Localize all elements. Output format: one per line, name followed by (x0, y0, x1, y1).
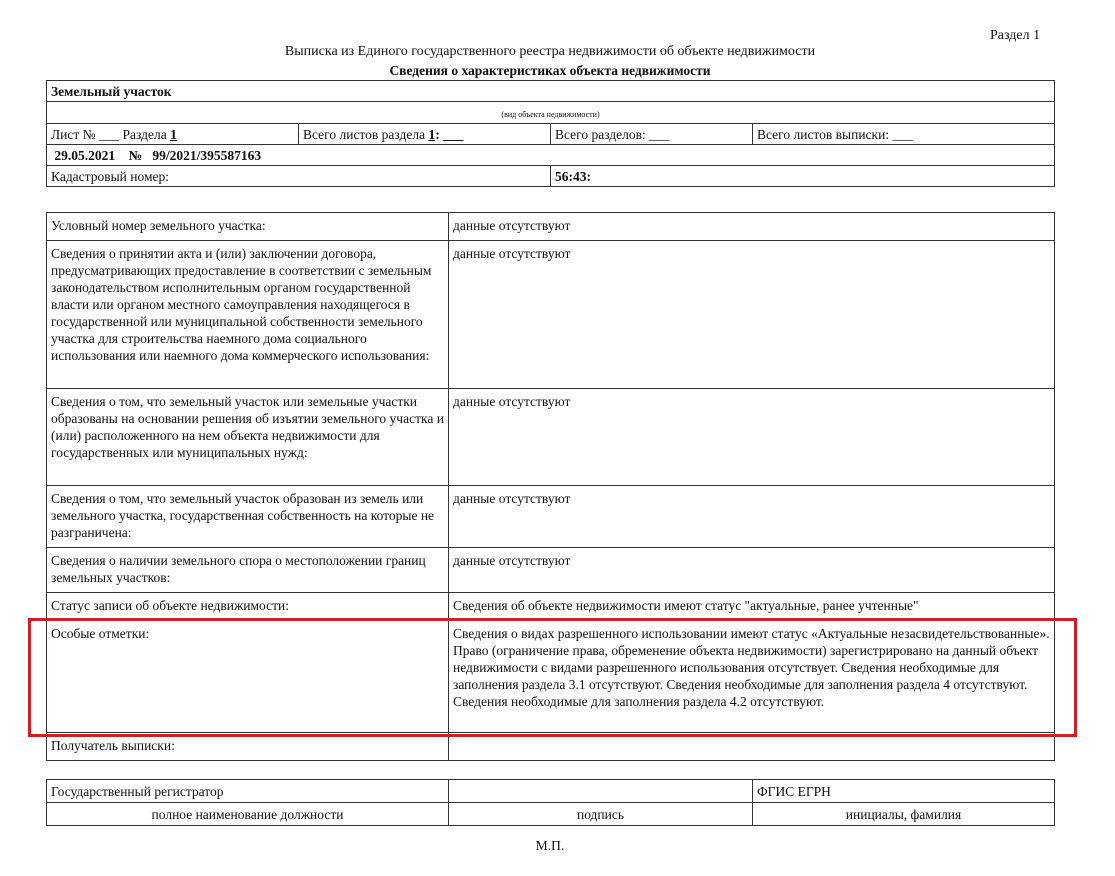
object-type: Земельный участок (47, 81, 1055, 102)
document-title: Выписка из Единого государственного реестра недвижимости об объекте недвижимости (284, 44, 816, 59)
row-label: Статус записи об объекте недвижимости: (47, 593, 449, 621)
row-label: Сведения о том, что земельный участок образован из земель или земельного участка, государственная собственность на которые не разграничена: (47, 486, 449, 548)
document-subtitle: Сведения о характеристиках объекта недвижимости (389, 63, 711, 78)
total-section-sheets-value: 1 (428, 126, 436, 142)
table-row (47, 241, 1055, 389)
total-section-sheets-label: Всего листов раздела (303, 126, 426, 142)
row-label: Особые отметки: (47, 621, 449, 733)
row-value: Сведения об объекте недвижимости имеют статус "актуальные, ранее учтенные" (449, 593, 1055, 621)
extract-date: 29.05.2021 (54, 147, 116, 163)
row-value: данные отсутствуют (449, 548, 1055, 593)
section-number: 1 (170, 126, 177, 142)
cadastral-value: 56:43: (551, 166, 1055, 187)
footer-table (46, 779, 1055, 826)
row-value: данные отсутствуют (449, 213, 1055, 241)
table-row (47, 213, 1055, 241)
row-label: Сведения о том, что земельный участок или земельные участки образованы на основании решения об изъятии земельного участка и (или) расположенного на нем объекта недвижимости для государственных или муниципальных нужд: (47, 389, 449, 486)
row-label: Получатель выписки: (47, 733, 449, 761)
caption-initials: инициалы, фамилия (753, 803, 1055, 826)
row-value: данные отсутствуют (449, 486, 1055, 548)
table-row (47, 548, 1055, 593)
signature-cell (449, 780, 753, 803)
caption-signature: подпись (449, 803, 753, 826)
table-row (47, 733, 1055, 761)
extract-number-label: № (128, 147, 143, 163)
row-value: данные отсутствуют (449, 241, 1055, 389)
sheet-label: Лист № ___ Раздела (51, 126, 167, 142)
table-row (47, 486, 1055, 548)
sheet-number-cell (47, 124, 299, 145)
date-line (47, 145, 1055, 166)
total-sections: Всего разделов: ___ (551, 124, 753, 145)
cadastral-label: Кадастровый номер: (47, 166, 551, 187)
table-row (47, 389, 1055, 486)
table-row (47, 593, 1055, 621)
total-section-sheets-suffix: : ___ (435, 126, 464, 142)
stamp-label: М.П. (535, 838, 565, 853)
total-section-sheets-cell (299, 124, 551, 145)
header-table (46, 80, 1055, 187)
section-label: Раздел 1 (990, 28, 1041, 43)
row-label: Сведения о принятии акта и (или) заключении договора, предусматривающих предоставление в соответствии с земельным законодательством исполнительным органом государственной власти или органом местного самоуправления находящегося в государственной или муниципальной собственности земельного участка для строительства наемного дома социального использования или наемного дома коммерческого использования: (47, 241, 449, 389)
info-table (46, 212, 1055, 761)
table-row (47, 621, 1055, 733)
extract-number: 99/2021/395587163 (152, 147, 262, 163)
registrar-label: Государственный регистратор (47, 780, 449, 803)
caption-position: полное наименование должности (47, 803, 449, 826)
total-extract-sheets: Всего листов выписки: ___ (753, 124, 1055, 145)
row-label: Сведения о наличии земельного спора о местоположении границ земельных участков: (47, 548, 449, 593)
object-type-caption: (вид объекта недвижимости) (47, 102, 1055, 124)
system-label: ФГИС ЕГРН (753, 780, 1055, 803)
row-label: Условный номер земельного участка: (47, 213, 449, 241)
row-value (449, 733, 1055, 761)
row-value: данные отсутствуют (449, 389, 1055, 486)
row-value: Сведения о видах разрешенного использовании имеют статус «Актуальные незасвидетельствованные». Право (ограничение права, обременение объекта недвижимости) зарегистрировано на данный объект недвижимости с видами разрешенного использования отсутствует. Сведения необходимые для заполнения раздела 3.1 отсутствуют. Сведения необходимые для заполнения раздела 4 отсутствуют. Сведения необходимые для заполнения раздела 4.2 отсутствуют. (449, 621, 1055, 733)
